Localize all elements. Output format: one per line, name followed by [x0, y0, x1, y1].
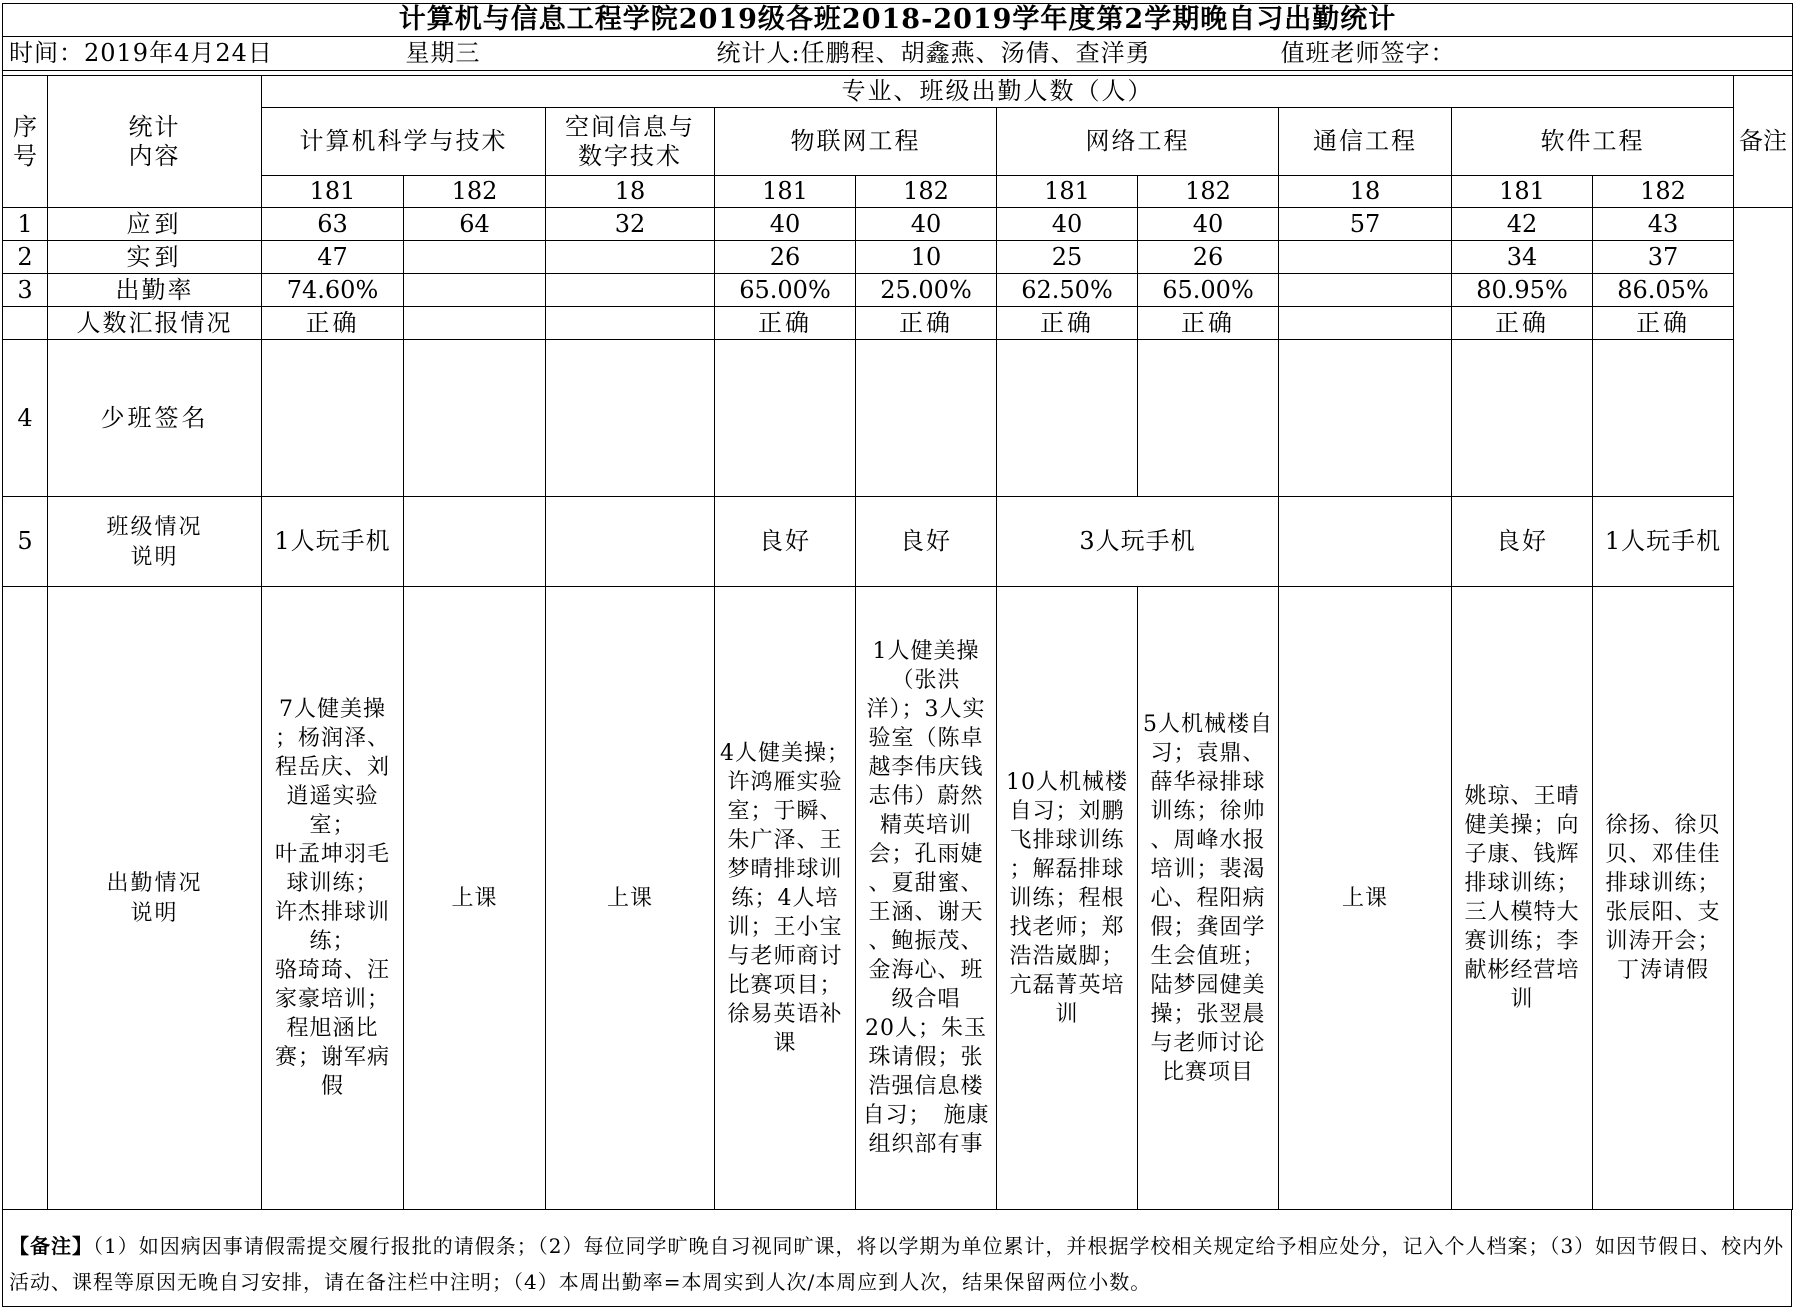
cell: 正确 — [1138, 307, 1279, 340]
class-net-181: 181 — [997, 176, 1138, 208]
detail-line: ；解磊排球 — [1009, 856, 1125, 882]
detail-line: 自习； 施康 — [862, 1103, 990, 1128]
detail-line: 20人；朱玉 — [865, 1016, 987, 1041]
cell: 40 — [715, 208, 856, 241]
detail-line: 训练；徐帅 — [1150, 798, 1266, 824]
detail-line: 练；4人培 — [731, 885, 839, 911]
detail-se-181 — [1452, 587, 1593, 1210]
class-space-18: 18 — [546, 176, 715, 208]
row-seq: 1 — [3, 208, 48, 241]
major-iot: 物联网工程 — [715, 108, 997, 176]
detail-line: 叶孟坤羽毛 — [274, 842, 390, 867]
class-se-182: 182 — [1593, 176, 1734, 208]
detail-line: 徐扬、徐贝 — [1605, 813, 1721, 838]
signature-box[interactable] — [404, 340, 546, 497]
detail-line: 与老师讨论 — [1150, 1030, 1266, 1056]
cell: 63 — [262, 208, 404, 241]
detail-line: 王涵、谢天 — [868, 900, 984, 925]
detail-line: 珠请假；张 — [868, 1045, 984, 1070]
class-situation-label: 班级情况 说明 — [106, 514, 203, 570]
signature-box[interactable] — [997, 340, 1138, 497]
detail-line: 训涛开会； — [1605, 929, 1721, 954]
class-situation-row — [3, 497, 1793, 587]
cell: 良好 — [715, 497, 856, 587]
cell: 正确 — [1452, 307, 1593, 340]
cell: 1人玩手机 — [262, 497, 404, 587]
signature-box[interactable] — [1138, 340, 1279, 497]
cell: 40 — [856, 208, 997, 241]
footnote — [2, 1210, 1792, 1307]
signature-box[interactable] — [546, 340, 715, 497]
cell: 57 — [1279, 208, 1452, 241]
detail-line: 培训；裴渴 — [1150, 856, 1266, 882]
row-seq: 3 — [3, 274, 48, 307]
cell: 40 — [1138, 208, 1279, 241]
detail-line: 精英培训 — [879, 813, 972, 838]
detail-line: 室；于瞬、 — [727, 798, 843, 824]
cell: 26 — [715, 241, 856, 274]
detail-line: 朱广泽、王 — [727, 827, 843, 853]
detail-line: 徐易英语补 — [727, 1001, 843, 1027]
row-seq — [3, 587, 48, 1210]
remark-cell — [1734, 208, 1793, 1210]
signature-box[interactable] — [856, 340, 997, 497]
cell: 26 — [1138, 241, 1279, 274]
detail-line: 程旭涵比 — [286, 1016, 379, 1041]
cell — [546, 241, 715, 274]
detail-line: 子康、钱辉 — [1464, 842, 1580, 867]
detail-line: 练； — [309, 929, 356, 954]
signature-box[interactable] — [1593, 340, 1734, 497]
row-label: 应到 — [48, 208, 262, 241]
class-cs-181: 181 — [262, 176, 404, 208]
detail-line: 金海心、班 — [868, 958, 984, 983]
cell: 良好 — [1452, 497, 1593, 587]
row-label: 实到 — [48, 241, 262, 274]
cell — [546, 274, 715, 307]
row-seq: 4 — [3, 340, 48, 497]
detail-line: ；杨润泽、 — [274, 726, 390, 751]
major-software: 软件工程 — [1452, 108, 1734, 176]
cell: 良好 — [856, 497, 997, 587]
cell: 40 — [997, 208, 1138, 241]
info-row — [3, 37, 1793, 71]
class-comm-18: 18 — [1279, 176, 1452, 208]
cell: 34 — [1452, 241, 1593, 274]
cell — [404, 241, 546, 274]
detail-line: 比赛项目； — [727, 972, 843, 998]
detail-line: 许鸿雁实验 — [727, 769, 843, 795]
detail-line: 会；孔雨婕 — [868, 842, 984, 867]
signature-box[interactable] — [1452, 340, 1593, 497]
detail-net-181 — [997, 587, 1138, 1210]
cell: 37 — [1593, 241, 1734, 274]
detail-line: 训练；程根 — [1009, 885, 1125, 911]
signature-box[interactable] — [715, 340, 856, 497]
cell — [546, 497, 715, 587]
footnote-text: （1）如因病因事请假需提交履行报批的请假条；（2）每位同学旷晚自习视同旷课，将以学期为单位累计，并根据学校相关规定给予相应处分，记入个人档案；（3）如因节假日、校内外活动、课程等原因无晚自习安排，请在备注栏中注明；（4）本周出勤率=本周实到人次/本周应到人次，结果保留两位小数。 — [9, 1234, 1785, 1294]
group-header: 专业、班级出勤人数（人） — [262, 76, 1734, 108]
detail-line: 习；袁鼎、 — [1150, 740, 1266, 766]
detail-line: 贝、邓佳佳 — [1605, 842, 1721, 867]
footnote-tag: 【备注】 — [9, 1234, 93, 1258]
detail-cs-181 — [262, 587, 404, 1210]
detail-line: 球训练； — [286, 871, 379, 896]
detail-line: 室； — [309, 813, 356, 838]
detail-line: 飞排球训练 — [1009, 827, 1125, 853]
detail-line: 张辰阳、支 — [1605, 900, 1721, 925]
detail-net-182 — [1138, 587, 1279, 1210]
detail-line: 假 — [320, 1074, 344, 1099]
detail-line: 丁涛请假 — [1616, 958, 1709, 983]
detail-line: 志伟）蔚然 — [868, 784, 984, 809]
cell: 86.05% — [1593, 274, 1734, 307]
major-comm: 通信工程 — [1279, 108, 1452, 176]
cell: 43 — [1593, 208, 1734, 241]
row-seq: 5 — [3, 497, 48, 587]
cell: 32 — [546, 208, 715, 241]
detail-space-18: 上课 — [546, 587, 715, 1210]
attendance-label: 出勤情况 说明 — [106, 871, 203, 926]
detail-line: 骆琦琦、汪 — [274, 958, 390, 983]
attendance-table — [2, 3, 1793, 1210]
actual-row — [3, 241, 1793, 274]
detail-line: 家豪培训； — [274, 987, 390, 1012]
class-se-181: 181 — [1452, 176, 1593, 208]
row-label: 出勤率 — [48, 274, 262, 307]
detail-comm-18: 上课 — [1279, 587, 1452, 1210]
detail-line: 梦晴排球训 — [727, 856, 843, 882]
detail-line: 赛；谢军病 — [274, 1045, 390, 1070]
signature-box[interactable] — [1279, 340, 1452, 497]
detail-line: 训 — [1055, 1001, 1079, 1027]
content-header-text: 统计 内容 — [128, 112, 181, 170]
detail-line: 陆梦园健美 — [1150, 972, 1266, 998]
attendance-sheet — [2, 3, 1792, 1307]
cell: 25.00% — [856, 274, 997, 307]
expected-row — [3, 208, 1793, 241]
report-row — [3, 307, 1793, 340]
cell — [404, 307, 546, 340]
cell: 正确 — [856, 307, 997, 340]
cell — [1279, 497, 1452, 587]
detail-line: 许杰排球训 — [274, 900, 390, 925]
detail-line: 浩浩崴脚； — [1009, 943, 1125, 969]
detail-line: 比赛项目 — [1161, 1059, 1254, 1085]
cell: 62.50% — [997, 274, 1138, 307]
detail-line: 逍遥实验 — [286, 784, 379, 809]
page-title: 计算机与信息工程学院2019级各班2018-2019学年度第2学期晚自习出勤统计 — [3, 4, 1793, 37]
detail-line: 1人健美操 — [872, 639, 980, 664]
major-network: 网络工程 — [997, 108, 1279, 176]
cell: 25 — [997, 241, 1138, 274]
cell: 80.95% — [1452, 274, 1593, 307]
cell: 1人玩手机 — [1593, 497, 1734, 587]
detail-line: 、周峰水报 — [1150, 827, 1266, 853]
detail-line: 亢磊菁英培 — [1009, 972, 1125, 998]
cell: 47 — [262, 241, 404, 274]
detail-line: 训 — [1510, 987, 1534, 1012]
row-seq: 2 — [3, 241, 48, 274]
cell: 64 — [404, 208, 546, 241]
signature-box[interactable] — [262, 340, 404, 497]
rate-row — [3, 274, 1793, 307]
detail-line: 薛华禄排球 — [1150, 769, 1266, 795]
detail-line: 自习；刘鹏 — [1009, 798, 1125, 824]
row-seq — [3, 307, 48, 340]
detail-cs-182: 上课 — [404, 587, 546, 1210]
cell: 正确 — [1593, 307, 1734, 340]
detail-line: 越李伟庆钱 — [868, 755, 984, 780]
cell: 65.00% — [715, 274, 856, 307]
detail-line: 、夏甜蜜、 — [868, 871, 984, 896]
detail-line: 找老师；郑 — [1009, 914, 1125, 940]
cell: 74.60% — [262, 274, 404, 307]
detail-line: 健美操；向 — [1464, 813, 1580, 838]
detail-line: 三人模特大 — [1464, 900, 1580, 925]
content-header — [48, 76, 262, 208]
row-label: 少班签名 — [48, 340, 262, 497]
detail-line: 7人健美操 — [279, 697, 386, 722]
row-label — [48, 497, 262, 587]
date-label: 时间：2019年4月24日 — [3, 37, 404, 71]
detail-line: 、鲍振茂、 — [868, 929, 984, 954]
detail-line: 与老师商讨 — [727, 943, 843, 969]
detail-iot-181 — [715, 587, 856, 1210]
detail-line: 假；龚固学 — [1150, 914, 1266, 940]
detail-line: 心、程阳病 — [1150, 885, 1266, 911]
cell — [1279, 274, 1452, 307]
detail-line: 课 — [773, 1030, 797, 1056]
remark-header: 备注 — [1734, 76, 1793, 208]
cell — [404, 497, 546, 587]
cell — [546, 307, 715, 340]
detail-line: 程岳庆、刘 — [274, 755, 390, 780]
detail-line: 4人健美操； — [720, 740, 850, 766]
cell: 正确 — [997, 307, 1138, 340]
detail-line: 洋）；3人实 — [866, 697, 986, 722]
row-label — [48, 587, 262, 1210]
detail-line: 操；张翌晨 — [1150, 1001, 1266, 1027]
cell: 3人玩手机 — [997, 497, 1279, 587]
seq-header: 序号 — [3, 76, 48, 208]
cell — [1279, 241, 1452, 274]
detail-line: 排球训练； — [1464, 871, 1580, 896]
statisticians-label: 统计人:任鹏程、胡鑫燕、汤倩、查洋勇 — [715, 37, 1279, 71]
class-iot-182: 182 — [856, 176, 997, 208]
detail-line: 浩强信息楼 — [868, 1074, 984, 1099]
detail-line: （张洪 — [891, 668, 961, 693]
cell: 42 — [1452, 208, 1593, 241]
attendance-row — [3, 587, 1793, 1210]
detail-line: 10人机械楼 — [1006, 769, 1128, 795]
class-cs-182: 182 — [404, 176, 546, 208]
row-label: 人数汇报情况 — [48, 307, 262, 340]
cell: 10 — [856, 241, 997, 274]
detail-line: 级合唱 — [891, 987, 961, 1012]
cell: 正确 — [262, 307, 404, 340]
cell — [404, 274, 546, 307]
teacher-sign-label: 值班老师签字： — [1279, 37, 1793, 71]
detail-line: 组织部有事 — [868, 1132, 984, 1157]
sign-row — [3, 340, 1793, 497]
detail-line: 训；王小宝 — [727, 914, 843, 940]
detail-line: 生会值班； — [1150, 943, 1266, 969]
detail-se-182 — [1593, 587, 1734, 1210]
cell — [1279, 307, 1452, 340]
detail-line: 5人机械楼自 — [1143, 711, 1273, 737]
detail-line: 验室（陈卓 — [868, 726, 984, 751]
detail-line: 排球训练； — [1605, 871, 1721, 896]
detail-line: 赛训练；李 — [1464, 929, 1580, 954]
detail-iot-182 — [856, 587, 997, 1210]
major-cs: 计算机科学与技术 — [262, 108, 546, 176]
class-iot-181: 181 — [715, 176, 856, 208]
cell: 65.00% — [1138, 274, 1279, 307]
detail-line: 姚琼、王晴 — [1464, 784, 1580, 809]
cell: 正确 — [715, 307, 856, 340]
major-space: 空间信息与 数字技术 — [546, 108, 715, 176]
weekday-label: 星期三 — [404, 37, 715, 71]
detail-line: 献彬经营培 — [1464, 958, 1580, 983]
class-net-182: 182 — [1138, 176, 1279, 208]
